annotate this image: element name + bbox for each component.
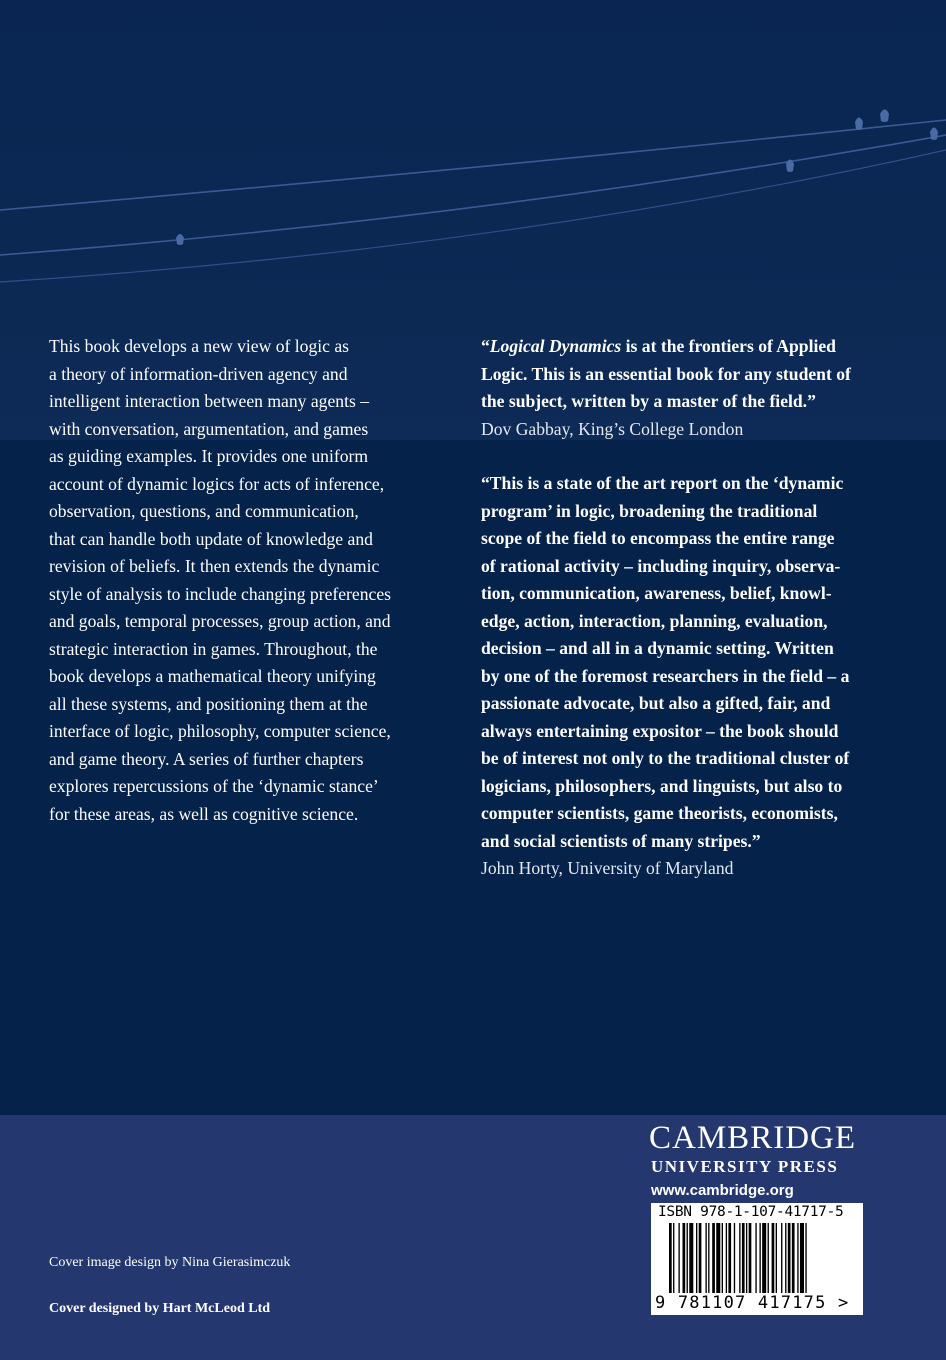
- wire-line-3: [0, 150, 946, 282]
- publisher-name: CAMBRIDGE: [649, 1120, 857, 1156]
- description-line: all these systems, and positioning them at the: [49, 693, 368, 714]
- wire-line-2: [0, 135, 946, 255]
- barcode-bar: [785, 1223, 786, 1293]
- quote-attribution: John Horty, University of Maryland: [481, 858, 734, 878]
- quote-line: decision – and all in a dynamic setting. Written: [481, 638, 834, 658]
- quote-line: “This is a state of the art report on the ‘dynamic: [481, 473, 844, 493]
- quote-line: logicians, philosophers, and linguists, but also to: [481, 775, 843, 796]
- ean-digits: 9 781107 417175 >: [655, 1293, 850, 1313]
- description-line: that can handle both update of knowledge and: [49, 528, 373, 549]
- description-line: account of dynamic logics for acts of inference,: [49, 473, 385, 494]
- quote-line: of rational activity – including inquiry, observa-: [481, 555, 841, 576]
- description-line: and game theory. A series of further chapters: [49, 748, 364, 769]
- description-line: observation, questions, and communication,: [49, 501, 359, 521]
- barcode-bar: [696, 1223, 697, 1293]
- description-line: explores repercussions of the ‘dynamic stance’: [49, 776, 379, 796]
- barcode-bar: [739, 1223, 740, 1293]
- description-line: book develops a mathematical theory unifying: [49, 666, 376, 686]
- isbn-barcode: [651, 1203, 863, 1315]
- quote-line: [481, 333, 901, 361]
- description-line: This book develops a new view of logic as: [49, 336, 350, 356]
- barcode-bar: [683, 1223, 686, 1293]
- quote-line: passionate advocate, but also a gifted, fair, and: [481, 693, 831, 713]
- quote-line: scope of the field to encompass the entire range: [481, 528, 835, 548]
- cover-image-credit: Cover image design by Nina Gierasimczuk: [49, 1255, 291, 1270]
- quote-line: Logic. This is an essential book for any student of: [481, 363, 851, 384]
- description-line: a theory of information-driven agency and: [49, 363, 348, 384]
- barcode-bar: [705, 1223, 706, 1293]
- barcode-bar: [726, 1223, 727, 1293]
- quote-line: always entertaining expositor – the book should: [481, 720, 839, 741]
- quote-line: computer scientists, game theorists, economists,: [481, 803, 838, 823]
- description-line: interface of logic, philosophy, computer science,: [49, 721, 391, 741]
- quote-line: be of interest not only to the traditional cluster of: [481, 748, 850, 768]
- description-line: strategic interaction in games. Throughout, the: [49, 638, 378, 659]
- description-line: with conversation, argumentation, and games: [49, 418, 369, 439]
- bird-shape: [930, 128, 938, 141]
- barcode-bar: [762, 1223, 766, 1293]
- barcode-bar: [673, 1223, 674, 1293]
- barcode-bar: [722, 1223, 723, 1293]
- description-line: style of analysis to include changing preferences: [49, 583, 391, 604]
- open-quote: “: [481, 336, 490, 356]
- barcode-bar: [788, 1223, 791, 1293]
- barcode-bar: [746, 1223, 747, 1293]
- cover-design-credit: Cover designed by Hart McLeod Ltd: [49, 1301, 271, 1316]
- barcode-bar: [742, 1223, 745, 1293]
- barcode-bar: [728, 1223, 731, 1293]
- barcode-bars: [669, 1223, 849, 1293]
- publisher-url: www.cambridge.org: [651, 1182, 794, 1199]
- quote-line-rest: is at the frontiers of Applied: [621, 336, 836, 356]
- barcode-bar: [708, 1223, 709, 1293]
- barcode-bar: [699, 1223, 702, 1293]
- quote-attribution: Dov Gabbay, King’s College London: [481, 418, 744, 439]
- barcode-bar: [734, 1223, 735, 1293]
- endorsement-gabbay: [481, 333, 901, 443]
- quote-line: and social scientists of many stripes.”: [481, 830, 761, 851]
- barcode-bar: [669, 1223, 672, 1293]
- barcode-bar: [792, 1223, 795, 1293]
- quote-line: edge, action, interaction, planning, evaluation,: [481, 610, 828, 631]
- quote-line: tion, communication, awareness, belief, knowl-: [481, 583, 832, 603]
- book-title: Logical Dynamics: [489, 336, 622, 356]
- barcode-bar: [800, 1223, 804, 1293]
- publisher-logo: [649, 1120, 879, 1202]
- endorsement-horty: [481, 470, 901, 883]
- barcode-bar: [797, 1223, 798, 1293]
- quote-line: by one of the foremost researchers in the field – a: [481, 665, 850, 686]
- description-line: and goals, temporal processes, group action, and: [49, 611, 391, 631]
- barcode-bar: [749, 1223, 752, 1293]
- barcode-bar: [772, 1223, 775, 1293]
- isbn-label: ISBN 978-1-107-41717-5: [658, 1204, 844, 1220]
- barcode-bar: [712, 1223, 715, 1293]
- barcode-bar: [759, 1223, 760, 1293]
- barcode-bar: [805, 1223, 806, 1293]
- description-line: for these areas, as well as cognitive science.: [49, 803, 359, 824]
- barcode-bar: [781, 1223, 782, 1293]
- description-line: as guiding examples. It provides one uniform: [49, 446, 369, 466]
- publisher-subname: UNIVERSITY PRESS: [651, 1157, 839, 1176]
- barcode-bar: [689, 1223, 693, 1293]
- wire-line-1: [0, 120, 946, 210]
- barcode-bar: [776, 1223, 777, 1293]
- barcode-bar: [768, 1223, 769, 1293]
- bird-shape: [176, 234, 184, 245]
- description-line: intelligent interaction between many agents –: [49, 391, 370, 411]
- bird-on-wire-icon: [0, 60, 946, 300]
- barcode-bar: [755, 1223, 756, 1293]
- bird-shape: [880, 110, 889, 123]
- book-description: [49, 333, 459, 828]
- barcode-bar: [716, 1223, 720, 1293]
- barcode-bar: [678, 1223, 679, 1293]
- barcode-bar: [687, 1223, 688, 1293]
- bird-shape: [855, 118, 863, 131]
- quote-line: the subject, written by a master of the field.”: [481, 391, 816, 411]
- quote-line: program’ in logic, broadening the traditional: [481, 500, 818, 521]
- description-line: revision of beliefs. It then extends the dynamic: [49, 556, 380, 576]
